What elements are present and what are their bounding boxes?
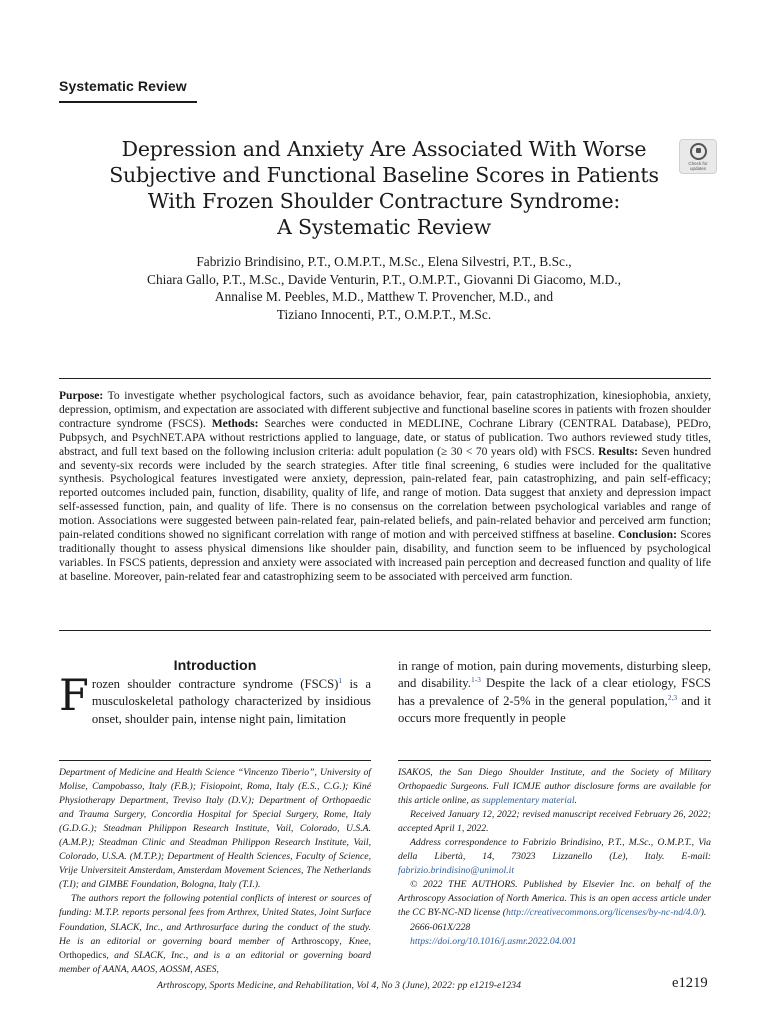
title-line: Depression and Anxiety Are Associated With Worse	[121, 137, 647, 161]
methods-text: Searches were conducted in MEDLINE, Cochrane Library (CENTRAL Database), PEDro, Pubpsych, and PsychNET.APA without restrictions applied to language, date, or status of publication. Two authors reviewed study titles, abstract, and full text based on the following inclusion criteria: adult population (≥ 30 < 70 years old) with FSCS.	[59, 417, 712, 458]
footnote-rule-right	[398, 760, 711, 761]
purpose-text: To investigate whether psychological factors, such as avoidance behavior, fear, pain catastrophization, kinesiophobia, anxiety, depression, optimism, and expectation are associated with different subjective and functional baseline scores in patients with frozen shoulder contracture syndrome (FSCS).	[59, 390, 711, 430]
journal-name: Orthopedics	[59, 949, 107, 961]
intro-text: Despite the lack of a clear etiology, FSCS has a prevalence of 2-5% in the general population,	[398, 676, 711, 708]
affiliations: Department of Medicine and Health Science “Vincenzo Tiberio”, University of Molise, Campobasso, Italy (F.B.); Fisiopoint, Roma, Italy (E.S., C.G.); Kiné Physiotherapy Department, Treviso Italy (D.V.); Department of Orthopaedic and Trauma Surgery, Concordia Hospital for Special Surgery, Rome, Italy (G.D.G.); Steadman Philippon Research Institute, Vail, Colorado, U.S.A. (A.M.P.); Steadman Clinic and Steadman Philippon Research Institute, Vail, Colorado, U.S.A. (M.T.P.); Department of Health Sciences, Faculty of Science, Vrije Universiteit Amsterdam, Amsterdam Movement Sciences, The Netherlands (T.I); and GIMBE Foundation, Bologna, Italy (T.I.).	[59, 767, 371, 891]
supplementary-material-link[interactable]: supplementary material	[482, 795, 575, 807]
doi-link[interactable]	[398, 935, 711, 949]
introduction-heading: Introduction	[173, 658, 257, 674]
intro-text: and it occurs more frequently in people	[398, 693, 711, 725]
citation-link[interactable]: 1-3	[470, 675, 481, 685]
citation-link[interactable]: 1	[338, 676, 343, 685]
address-text: Address correspondence to Fabrizio Brindisino, P.T., M.Sc., O.M.P.T., Via della Libertà, 14, 73023 Lizzanello (Le), Italy. E-mail:	[398, 837, 711, 863]
conclusion-label: Conclusion:	[617, 529, 677, 542]
title-line: A Systematic Review	[277, 215, 491, 239]
intro-text: rozen shoulder contracture syndrome (FSCS)	[91, 677, 339, 691]
journal-citation-footer: Arthroscopy, Sports Medicine, and Rehabilitation, Vol 4, No 3 (June), 2022: pp e1219-e1234	[157, 980, 521, 991]
abstract-bottom-rule	[59, 630, 711, 631]
intro-text: is a musculoskeletal pathology characterized by insidious onset, shoulder pain, intense night pain, limitation	[91, 677, 371, 726]
intro-text: in range of motion, pain during movements, disturbing sleep, and disability.	[398, 659, 711, 691]
footnotes-right	[398, 766, 711, 949]
section-label: Systematic Review	[59, 78, 187, 94]
copyright-text: ).	[700, 907, 707, 919]
conflicts-of-interest	[59, 892, 371, 976]
issn: 2666-061X/228	[410, 921, 471, 933]
author-line: Tiziano Innocenti, P.T., O.M.P.T., M.Sc.	[276, 306, 492, 322]
drop-cap: F	[59, 671, 89, 721]
doi-text[interactable]: https://doi.org/10.1016/j.asmr.2022.04.001	[410, 935, 577, 947]
badge-label: Check for updates	[688, 161, 708, 171]
abstract-top-rule	[59, 378, 711, 379]
citation-link[interactable]: 2,3	[667, 692, 678, 702]
disclosure-continued: ISAKOS, the San Diego Shoulder Institute, and the Society of Military Orthopaedic Surgeons. Full ICMJE author disclosure forms are available for this article online, as supplementary material.	[398, 767, 711, 807]
author-line: Chiara Gallo, P.T., M.Sc., Davide Venturin, P.T., O.M.P.T., Giovanni Di Giacomo, M.D.,	[147, 271, 621, 287]
purpose-label: Purpose:	[59, 390, 104, 402]
article-title	[100, 136, 668, 240]
title-line: Subjective and Functional Baseline Scores in Patients	[109, 163, 659, 187]
intro-paragraph-left	[59, 671, 371, 728]
email-link[interactable]: fabrizio.brindisino@unimol.it	[398, 865, 515, 877]
conclusion-text: Scores traditionally thought to assess physical dimensions like shoulder pain, disability, and function seem to be influenced by psychological variables. In FSCS patients, depression and anxiety were associated with increased pain perception and decreased function and quality of life at baseline. Moreover, pain-related fear and catastrophizing seem to be associated with perceived arm function.	[59, 529, 711, 583]
conflicts-text: , Knee,	[339, 935, 371, 947]
author-line: Annalise M. Peebles, M.D., Matthew T. Provencher, M.D., and	[214, 289, 554, 305]
copyright-notice	[398, 878, 711, 920]
copyright-text: © 2022 THE AUTHORS. Published by Elsevier Inc. on behalf of the Arthroscopy Association of North America. This is an open access article under the CC BY-NC-ND license (	[398, 879, 711, 919]
journal-name: Arthroscopy	[290, 935, 340, 947]
check-for-updates-badge[interactable]	[679, 139, 717, 174]
author-line: Fabrizio Brindisino, P.T., O.M.P.T., M.Sc., Elena Silvestri, P.T., B.Sc.,	[196, 254, 572, 269]
correspondence-address	[398, 836, 711, 878]
disclosure-text: ISAKOS, the San Diego Shoulder Institute, and the Society of Military Orthopaedic Surgeons. Full ICMJE author disclosure forms are available for this article online, as	[398, 767, 711, 807]
results-text: Seven hundred and seventy-six records were included by the search strategies. After title final screening, 6 studies were included for the qualitative synthesis. Psychological features investigated were anxiety, depression, pain-related fear, pain catastrophizing, and pain self-efficacy; reported outcomes included pain, function, disability, quality of life, and range of motion. Data suggest that anxiety and depression impact self-assessed function, pain, and quality of life. There is no consensus on the correlation between psychological variables and range of motion. Associations were suggested between pain-related fear, pain-related beliefs, and pain-related behavior and perceived arm function; pain-related conditions showed no significant correlation with range of motion and with perceived stiffness at baseline.	[59, 445, 711, 542]
conflicts-text: The authors report the following potential conflicts of interest or sources of funding: M.T.P. reports personal fees from Arthrex, United States, Joint Surface Foundation, SLACK, Inc., and Arthrosurface during the conduct of the study. He is an editorial or governing board member of	[59, 893, 371, 947]
section-underline	[59, 101, 197, 103]
received-dates: Received January 12, 2022; revised manuscript received February 26, 2022; accepted April 1, 2022.	[398, 809, 711, 835]
results-label: Results:	[598, 445, 638, 458]
page-number: e1219	[672, 975, 708, 991]
conflicts-text: , and SLACK, Inc., and is a an editorial or governing board member of AANA, AAOS, AOSSM, ASES,	[59, 949, 371, 975]
bookmark-icon	[690, 143, 707, 160]
footnotes-left	[59, 766, 371, 977]
title-line: With Frozen Shoulder Contracture Syndrome:	[147, 189, 621, 213]
license-link[interactable]: http://creativecommons.org/licenses/by-nc-nd/4.0/	[506, 907, 701, 919]
methods-label: Methods:	[211, 417, 259, 430]
footnote-rule-left	[59, 760, 371, 761]
intro-paragraph-right	[398, 658, 711, 727]
abstract	[59, 390, 711, 585]
author-list	[70, 253, 698, 323]
